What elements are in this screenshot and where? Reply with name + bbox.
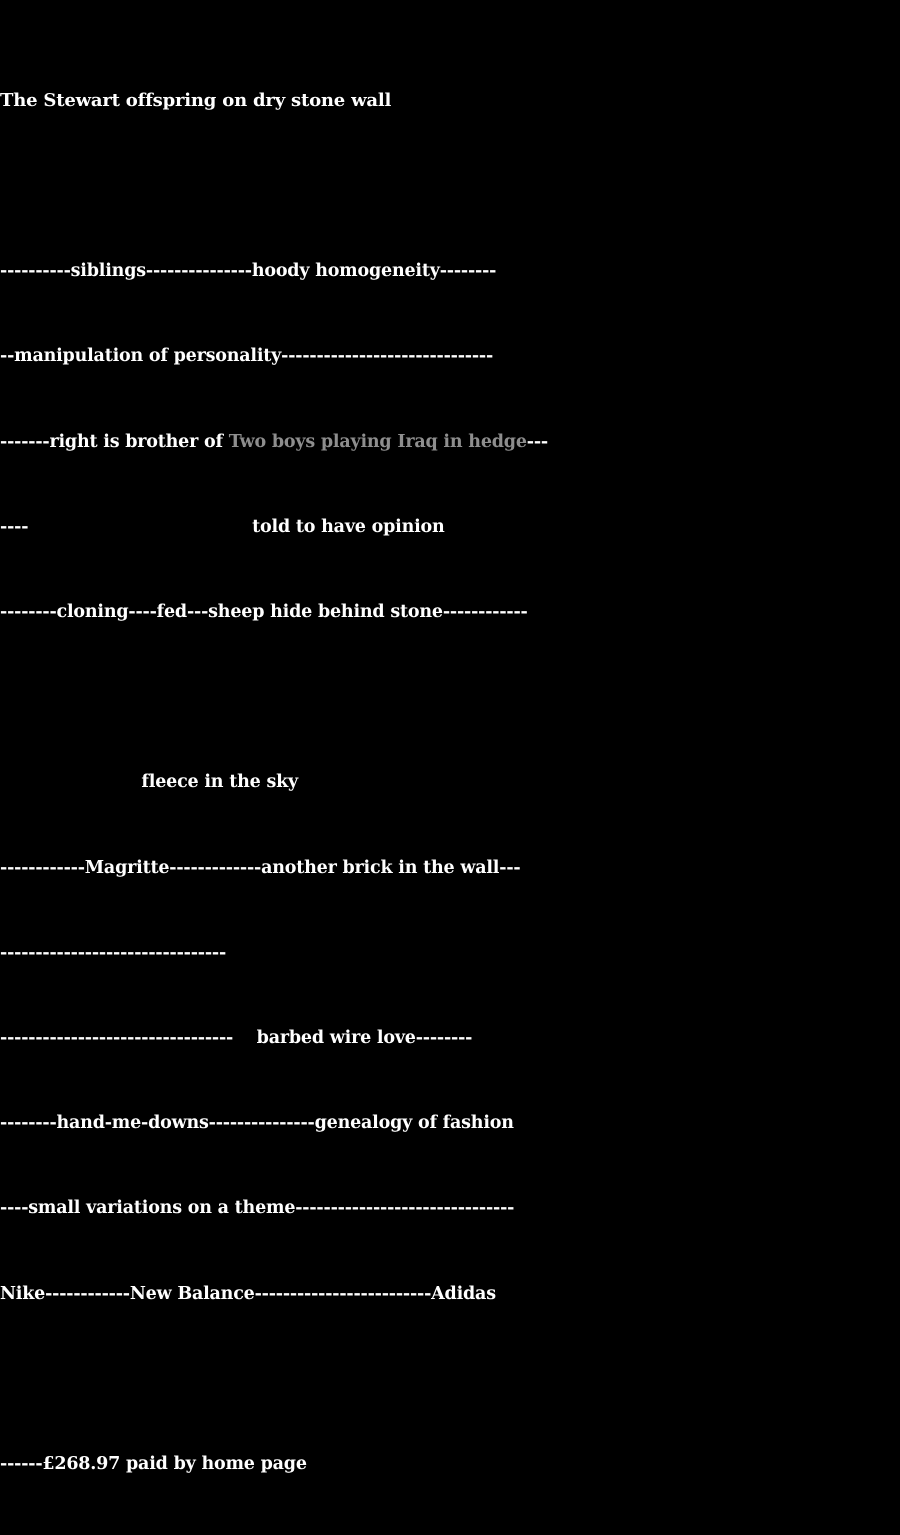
poem-line-1: ----------siblings---------------hoody homogeneity-------- [0, 261, 497, 282]
poem-line-3-prefix: -------right is brother of [0, 431, 229, 452]
poem-line-4: ---- told to have opinion [0, 516, 445, 537]
poem-line-9: -------------------------------- [0, 942, 227, 963]
poem-body [0, 30, 900, 1535]
blank-line [0, 172, 900, 200]
poem-line-11: --------hand-me-downs---------------genealogy of fashion [0, 1113, 514, 1134]
poem-line-8: ------------Magritte-------------another brick in the wall--- [0, 857, 521, 878]
poem-line-15: ------£268.97 paid by home page [0, 1454, 307, 1475]
poem-title: The Stewart offspring on dry stone wall [0, 89, 392, 111]
poem-line-3 [0, 428, 900, 456]
poem-line-5: --------cloning----fed---sheep hide behind stone------------ [0, 602, 528, 623]
poem-line-12: ----small variations on a theme------------------------------- [0, 1198, 515, 1219]
poem-line-7: fleece in the sky [0, 772, 298, 793]
poem-line-13: Nike------------New Balance-------------------------Adidas [0, 1283, 496, 1304]
blank-line-3 [0, 1365, 900, 1393]
poem-line-3-suffix: --- [526, 431, 548, 452]
inline-link-two-boys-playing-iraq-in-hedge[interactable]: Two boys playing Iraq in hedge [228, 431, 527, 452]
blank-line-2 [0, 683, 900, 711]
poem-line-2: --manipulation of personality------------------------------ [0, 346, 494, 367]
poem-line-10: --------------------------------- barbed wire love-------- [0, 1028, 473, 1049]
